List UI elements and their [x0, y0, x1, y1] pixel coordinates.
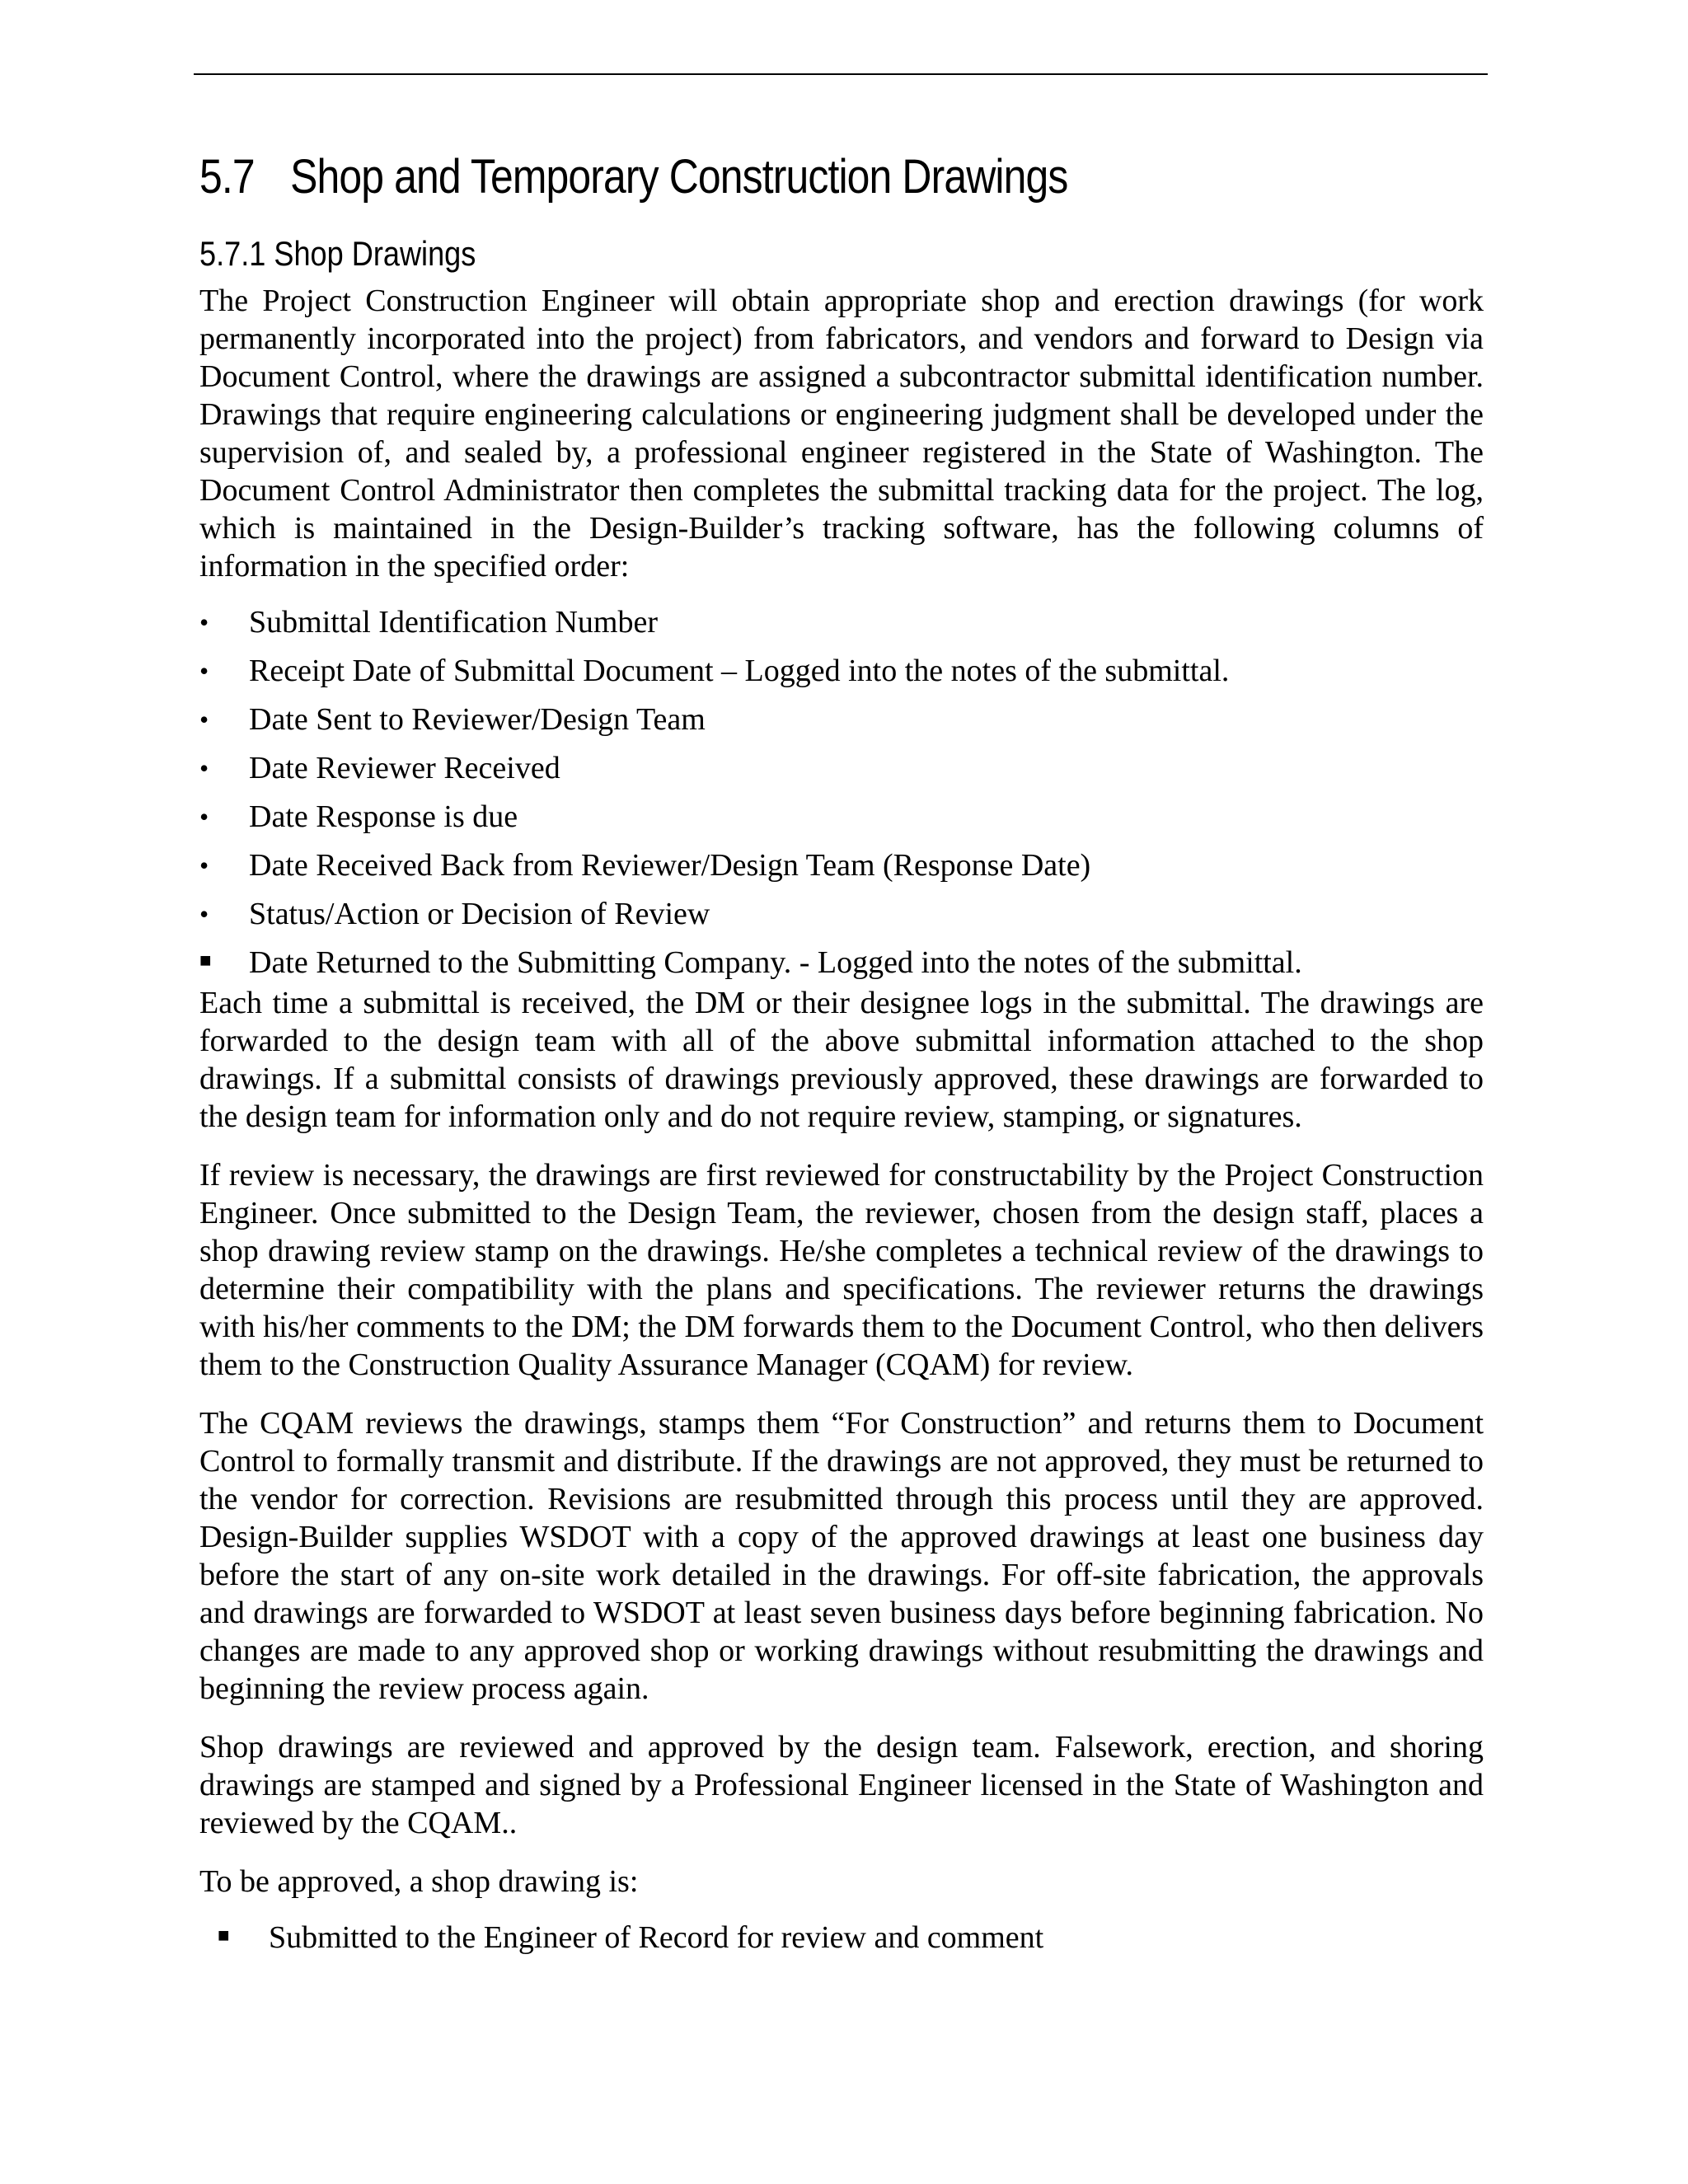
- list-item-text: Date Response is due: [249, 799, 518, 834]
- body-paragraph: The CQAM reviews the drawings, stamps them “For Construction” and returns them to Document Control to formally transmit and distribute. If the drawings are not approved, they must be returned to the vendor for correction. Revisions are resubmitted through this process until they are approved. Design-Builder supplies WSDOT with a copy of the approved drawings at least one business day before the start of any on-site work detailed in the drawings. For off-site fabrication, the approvals and drawings are forwarded to WSDOT at least seven business days before beginning fabrication. No changes are made to any approved shop or working drawings without resubmitting the drawings and beginning the review process again.: [199, 1406, 1484, 1706]
- bullet-icon: •: [199, 851, 209, 880]
- bullet-icon: •: [199, 705, 209, 734]
- list-item-text: Submittal Identification Number: [249, 605, 659, 640]
- bullet-icon: •: [199, 899, 209, 929]
- approval-criteria-list: [218, 1919, 1484, 1957]
- bullet-icon: •: [199, 802, 209, 832]
- list-item-text: Date Received Back from Reviewer/Design Team (Response Date): [249, 848, 1091, 883]
- list-item: [199, 701, 1484, 738]
- list-item-text: Date Sent to Reviewer/Design Team: [249, 702, 706, 737]
- body-paragraph: If review is necessary, the drawings are first reviewed for constructability by the Project Construction Engineer. Once submitted to the Design Team, the reviewer, chosen from the design staff, places a shop drawing review stamp on the drawings. He/she completes a technical review of the drawings to determine their compatibility with the plans and specifications. The reviewer returns the drawings with his/her comments to the DM; the DM forwards them to the Document Control, who then delivers them to the Construction Quality Assurance Manager (CQAM) for review.: [199, 1158, 1484, 1382]
- log-columns-list: [199, 603, 1484, 982]
- list-item: [199, 895, 1484, 933]
- list-item-text: Status/Action or Decision of Review: [249, 897, 710, 931]
- square-bullet-icon: ■: [199, 950, 212, 972]
- list-item: [199, 652, 1484, 690]
- list-item-text: Date Returned to the Submitting Company. - Logged into the notes of the submittal.: [249, 945, 1302, 980]
- body-paragraph: Shop drawings are reviewed and approved by the design team. Falsework, erection, and shoring drawings are stamped and signed by a Professional Engineer licensed in the State of Washington and reviewed by the CQAM..: [199, 1730, 1484, 1840]
- subsection-heading: 5.7.1 Shop Drawings: [199, 234, 476, 273]
- list-item: [199, 749, 1484, 787]
- section-number: 5.7: [199, 150, 255, 204]
- section-title: Shop and Temporary Construction Drawings: [290, 150, 1068, 204]
- list-item: [199, 603, 1484, 641]
- list-item: [218, 1919, 1484, 1957]
- section-heading: [199, 148, 1304, 206]
- header-rule: [194, 73, 1488, 75]
- list-item: [199, 798, 1484, 836]
- body-paragraph: Each time a submittal is received, the DM or their designee logs in the submittal. The drawings are forwarded to the design team with all of the above submittal information attached to the shop drawings. If a submittal consists of drawings previously approved, these drawings are forwarded to the design team for information only and do not require review, stamping, or signatures.: [199, 986, 1484, 1134]
- list-item-text: Date Reviewer Received: [249, 751, 560, 785]
- bullet-icon: •: [199, 656, 209, 686]
- body-paragraph: To be approved, a shop drawing is:: [199, 1864, 639, 1899]
- bullet-icon: •: [199, 607, 209, 637]
- list-item: [199, 944, 1484, 982]
- list-item: [199, 846, 1484, 884]
- list-item-text: Submitted to the Engineer of Record for review and comment: [269, 1920, 1044, 1955]
- square-bullet-icon: ■: [218, 1925, 230, 1947]
- bullet-icon: •: [199, 753, 209, 783]
- list-item-text: Receipt Date of Submittal Document – Logged into the notes of the submittal.: [249, 654, 1230, 688]
- page-content: [199, 148, 1484, 1957]
- intro-paragraph: The Project Construction Engineer will obtain appropriate shop and erection drawings (for work permanently incorporated into the project) from fabricators, and vendors and forward to Design via Document Control, where the drawings are assigned a subcontractor submittal identification number. Drawings that require engineering calculations or engineering judgment shall be developed under the supervision of, and sealed by, a professional engineer registered in the State of Washington. The Document Control Administrator then completes the submittal tracking data for the project. The log, which is maintained in the Design-Builder’s tracking software, has the following columns of information in the specified order:: [199, 284, 1484, 583]
